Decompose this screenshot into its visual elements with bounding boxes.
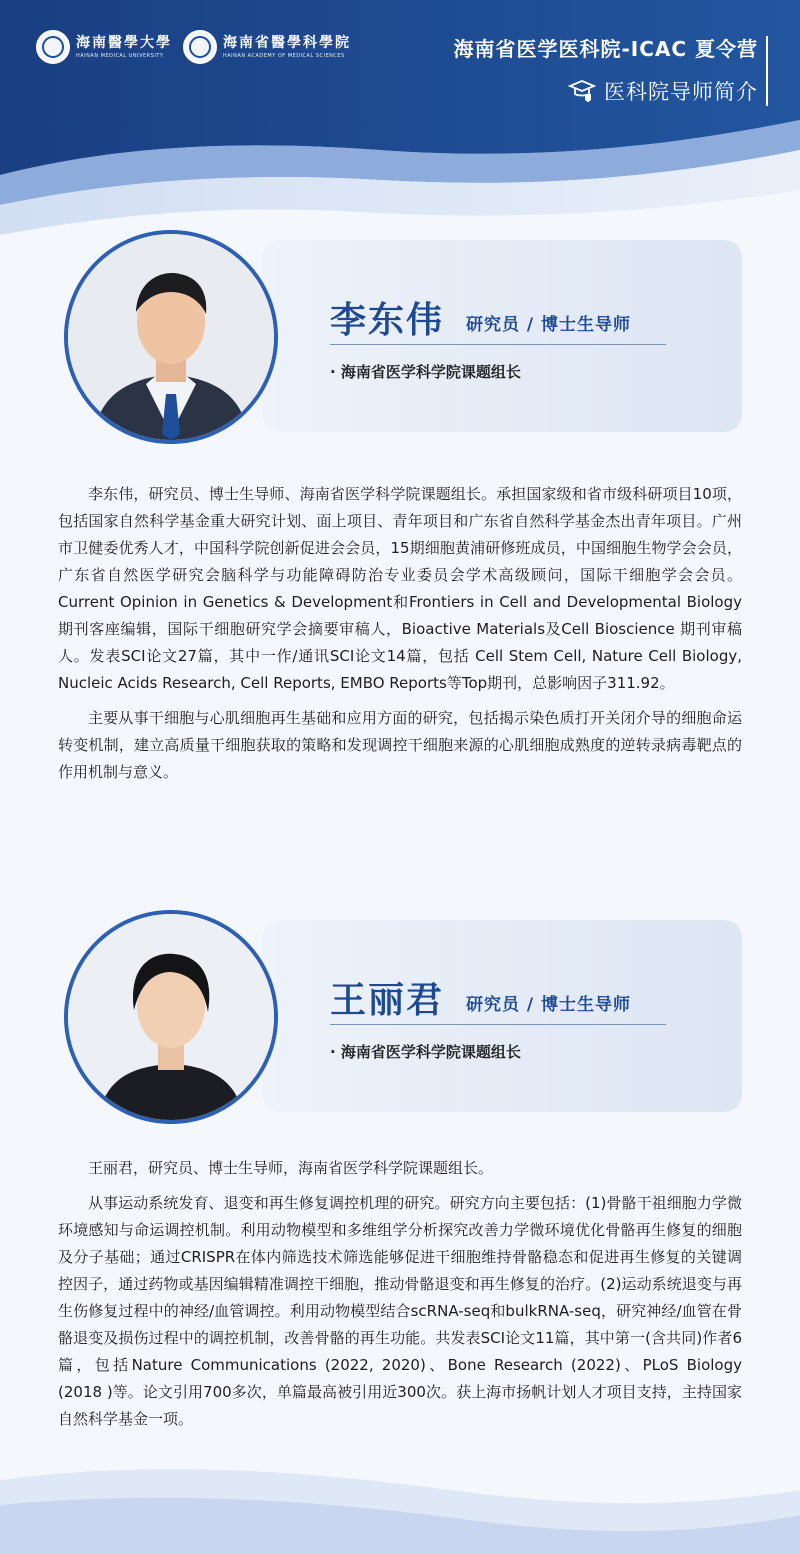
header [0, 0, 800, 130]
profile-title-1: 研究员 / 博士生导师 [466, 315, 632, 335]
university-seal-icon [36, 30, 70, 64]
bio-paragraph: 从事运动系统发育、退变和再生修复调控机理的研究。研究方向主要包括：(1)骨骼干祖细胞力学微环境感知与命运调控机制。利用动物模型和多维组学分析探究改善力学微环境优化骨骼再生修复的细胞及分子基础；通过CRISPR在体内筛选技术筛选能够促进干细胞维持骨骼稳态和促进再生修复的关键调控因子，通过药物或基因编辑精准调控干细胞，推动骨骼退变和再生修复的治疗。(2)运动系统退变与再生伤修复过程中的神经/血管调控。利用动物模型结合scRNA-seq和bulkRNA-seq，研究神经/血管在骨骼退变及损伤过程中的调控机制，改善骨骼的再生功能。共发表SCI论文11篇，其中第一(含共同)作者6篇，包括Nature Communications (2022, 2020)、Bone Research (2022)、PLoS Biology (2018 )等。论文引用700多次，单篇最高被引用近300次。获上海市扬帆计划人才项目支持，主持国家自然科学基金一项。 [58, 1194, 742, 1428]
profile-role-1: · 海南省医学科学院课题组长 [330, 363, 521, 381]
profile-role-2: · 海南省医学科学院课题组长 [330, 1043, 521, 1061]
portrait-man-icon [68, 234, 274, 440]
profile-divider-1 [330, 344, 666, 345]
profile-name-1: 李东伟 [330, 299, 445, 341]
header-title: 海南省医学医科院-ICAC 夏令营 [453, 37, 758, 61]
portrait-woman-icon [68, 914, 274, 1120]
header-subtitle [568, 76, 758, 106]
header-subtitle-text: 医科院导师简介 [604, 80, 758, 104]
university-logo-en: HAINAN MEDICAL UNIVERSITY [76, 52, 164, 59]
academy-logo-cn: 海南省醫學科學院 [223, 34, 351, 51]
profile-bio-2 [58, 1155, 742, 1441]
graduation-cap-shield-icon [568, 79, 596, 103]
university-logo [36, 30, 172, 64]
profile-divider-2 [330, 1024, 666, 1025]
profile-name-2: 王丽君 [330, 979, 445, 1021]
profile-title-2: 研究员 / 博士生导师 [466, 995, 632, 1015]
bio-paragraph: 王丽君，研究员、博士生导师，海南省医学科学院课题组长。 [88, 1159, 494, 1177]
university-logo-cn: 海南醫學大學 [76, 34, 172, 51]
profile-photo-1 [64, 230, 278, 444]
bio-paragraph: 主要从事干细胞与心肌细胞再生基础和应用方面的研究，包括揭示染色质打开关闭介导的细胞命运转变机制，建立高质量干细胞获取的策略和发现调控干细胞来源的心肌细胞成熟度的逆转录病毒靶点的作用机制与意义。 [58, 709, 742, 781]
profile-bio-1 [58, 481, 742, 794]
header-divider [766, 36, 768, 106]
profile-photo-2 [64, 910, 278, 1124]
academy-seal-icon [183, 30, 217, 64]
academy-logo-en: HAINAN ACADEMY OF MEDICAL SCIENCES [223, 52, 345, 59]
bio-paragraph: 李东伟，研究员、博士生导师、海南省医学科学院课题组长。承担国家级和省市级科研项目10项，包括国家自然科学基金重大研究计划、面上项目、青年项目和广东省自然科学基金杰出青年项目。广州市卫健委优秀人才，中国科学院创新促进会会员，15期细胞黄浦研修班成员，中国细胞生物学会会员，广东省自然医学研究会脑科学与功能障碍防治专业委员会学术高级顾问，国际干细胞学会会员。Current Opinion in Genetics & Development和Frontiers in Cell and Developmental Biology期刊客座编辑，国际干细胞研究学会摘要审稿人，Bioactive Materials及Cell Bioscience 期刊审稿人。发表SCI论文27篇，其中一作/通讯SCI论文14篇，包括 Cell Stem Cell, Nature Cell Biology, Nucleic Acids Research, Cell Reports, EMBO Reports等Top期刊，总影响因子311.92。 [58, 485, 742, 692]
academy-logo [183, 30, 351, 64]
